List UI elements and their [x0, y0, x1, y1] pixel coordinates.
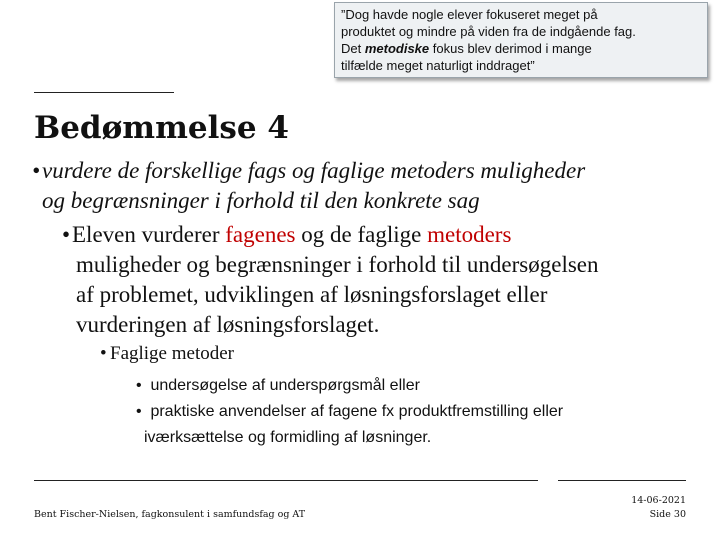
- quote-emphasis: metodiske: [364, 41, 430, 56]
- bullet-level4-item1: [136, 373, 563, 399]
- footer-meta: [631, 494, 686, 522]
- footer-author: Bent Fischer-Nielsen, fagkonsulent i samfundsfag og AT: [34, 509, 306, 520]
- bullet-level1: [32, 156, 585, 216]
- bullet-level3-text: Faglige metoder: [110, 343, 234, 364]
- footer-date: 14-06-2021: [631, 495, 686, 506]
- bullet-level4-item2-line2: iværksættelse og formidling af løsninger.: [144, 429, 432, 446]
- bullet-level4-item2: [136, 399, 563, 425]
- bullet-level1-line1: [32, 156, 585, 186]
- bullet-level4-text1: undersøgelse af underspørgsmål eller: [150, 377, 420, 394]
- quote-line-4: tilfælde meget naturligt inddraget”: [341, 58, 535, 73]
- bullet-level3: [100, 341, 234, 367]
- bullet-level2-line4: vurderingen af løsningsforslaget.: [76, 312, 380, 337]
- quote-line-1: ”Dog havde nogle elever fokuseret meget på: [341, 7, 598, 22]
- bullet-level2-line3: af problemet, udviklingen af løsningsforslaget eller: [76, 282, 548, 307]
- bullet-dot-icon: •: [100, 343, 107, 364]
- bullet-dot-icon: •: [136, 377, 142, 394]
- bullet-level2: [62, 220, 599, 340]
- quote-line-3: [341, 40, 701, 57]
- bullet-dot-icon: •: [62, 222, 71, 247]
- bullet-level4: [136, 373, 563, 451]
- bullet-level2-highlight-fagenes: fagenes: [225, 222, 296, 247]
- bullet-level2-line1: [62, 220, 599, 250]
- bullet-level2-highlight-metoders: metoders: [427, 222, 512, 247]
- bullet-level2-text-pre: Eleven vurderer: [72, 222, 226, 247]
- page-title: Bedømmelse 4: [34, 110, 289, 146]
- footer-rule-right: [558, 480, 686, 481]
- footer-page-number: Side 30: [649, 509, 686, 520]
- title-rule: [34, 92, 174, 93]
- bullet-dot-icon: •: [32, 158, 41, 183]
- bullet-level1-text1: vurdere de forskellige fags og faglige metoders muligheder: [42, 158, 586, 183]
- bullet-level2-text-mid: og de faglige: [295, 222, 428, 247]
- bullet-level2-line2: muligheder og begrænsninger i forhold til undersøgelsen: [76, 252, 599, 277]
- quote-box: [334, 2, 708, 78]
- quote-line-3-post: fokus blev derimod i mange: [429, 41, 592, 56]
- quote-line-2: produktet og mindre på viden fra de indgående fag.: [341, 24, 636, 39]
- footer-rule-left: [34, 480, 538, 481]
- bullet-dot-icon: •: [136, 403, 142, 420]
- bullet-level1-line2: og begrænsninger i forhold til den konkrete sag: [42, 188, 480, 213]
- quote-line-3-pre: Det: [341, 41, 365, 56]
- bullet-level4-text2: praktiske anvendelser af fagene fx produktfremstilling eller: [150, 403, 564, 420]
